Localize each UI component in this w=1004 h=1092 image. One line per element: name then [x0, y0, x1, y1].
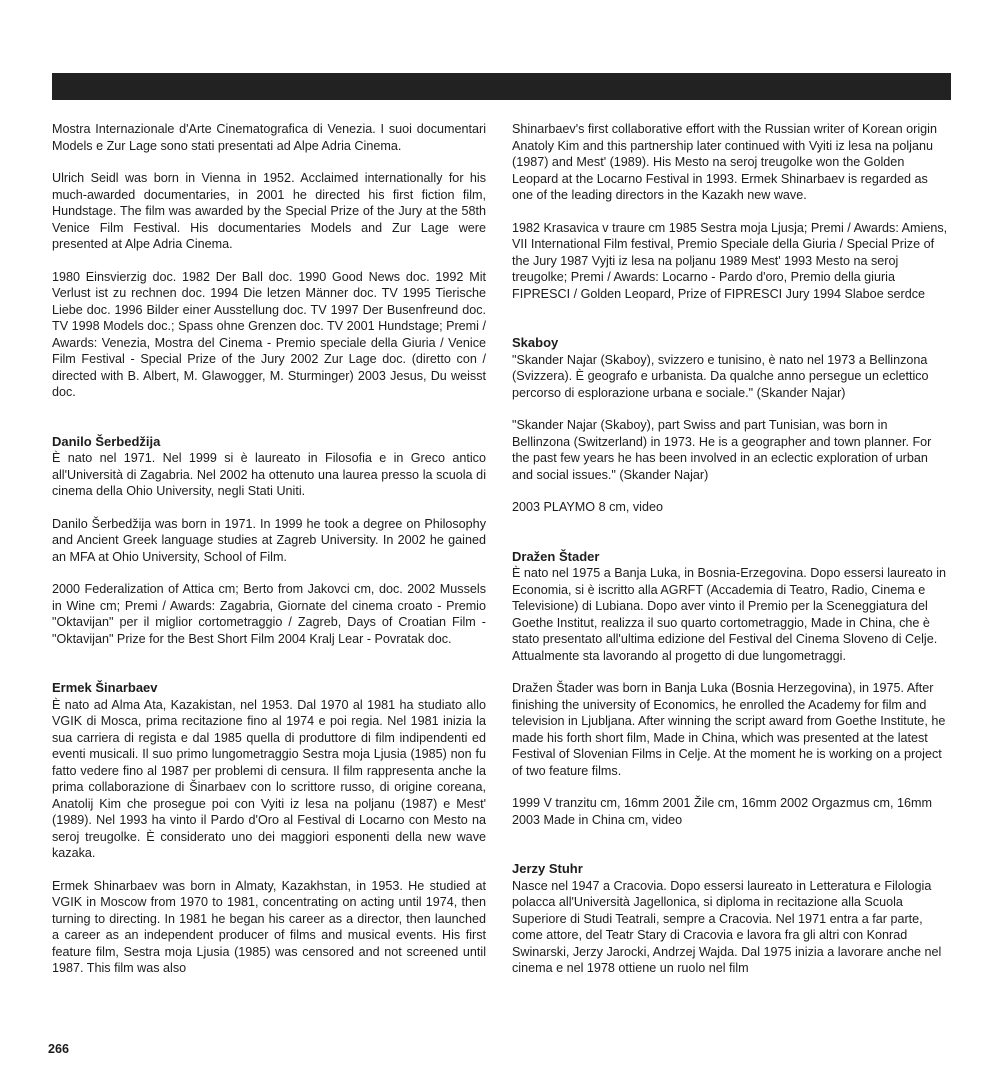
skaboy-filmography: 2003 PLAYMO 8 cm, video	[512, 500, 663, 514]
serbedzija-bio-it: È nato nel 1971. Nel 1999 si è laureato in Filosofia e in Greco antico all'Università di Zagabria. Nel 2002 ha ottenuto una laurea presso la scuola di cinema della Ohio University, negli Stati Uniti.	[52, 451, 486, 498]
serbedzija-name: Danilo Šerbedžija	[52, 433, 161, 449]
stader-bio-en: Dražen Štader was born in Banja Luka (Bosnia Herzegovina), in 1975. After finishing the university of Economics, he enrolled the Academy for film and television in Ljubljana. After winning the script award from Goethe Institute, he made his forth short film, Made in China, which was presented at the latest Festival of Slovenian Films in Celje. At the moment he is working on a project of two feature films.	[512, 681, 946, 778]
header-bar	[52, 73, 951, 100]
sinarbaev-filmography: 1982 Krasavica v traure cm 1985 Sestra moja Ljusja; Premi / Awards: Amiens, VII International Film festival, Premio Speciale della Giuria / Special Prize of the Jury 1987 Vyjti iz lesa na poljanu 1989 Mest' 1993 Mesto na seroj treugolke; Premi / Awards: Locarno - Pardo d'oro, Premio della giuria FIPRESCI / Golden Leopard, Prize of FIPRESCI Jury 1994 Slaboe serdce	[512, 220, 948, 301]
serbedzija-bio-en: Danilo Šerbedžija was born in 1971. In 1999 he took a degree on Philosophy and Ancient Greek language studies at Zagreb University. In 2002 he gained an MFA at Ohio University, School of Film.	[52, 516, 486, 564]
sinarbaev-bio-en-continued: Shinarbaev's first collaborative effort with the Russian writer of Korean origin Anatoly Kim and this partnership later continued with Vyiti iz lesa na poljanu (1987) and Mest' (1989). His Mesto na seroj treugolke won the Golden Leopard at the Locarno Festival in 1993. Ermek Shinarbaev is regarded as one of the leading directors in the Kazakh new wave.	[512, 122, 937, 202]
serbedzija-filmography: 2000 Federalization of Attica cm; Berto from Jakovci cm, doc. 2002 Mussels in Wine cm; Premi / Awards: Zagabria, Giornate del cinema croato - Premio "Oktavijan" per il miglior cortometraggio / Zagreb, Days of Croatian Film - "Oktavijan" Prize for the Best Short Film 2004 Kralj Lear - Povratak doc.	[52, 582, 486, 646]
skaboy-name: Skaboy	[512, 335, 559, 350]
sinarbaev-name: Ermek Šinarbaev	[52, 680, 158, 695]
stader-filmography: 1999 V tranzitu cm, 16mm 2001 Žile cm, 16mm 2002 Orgazmus cm, 16mm 2003 Made in China cm, video	[512, 796, 932, 827]
right-column	[512, 121, 948, 977]
stader-name: Dražen Štader	[512, 548, 600, 564]
seidl-intro-it: Mostra Internazionale d'Arte Cinematografica di Venezia. I suoi documentari Models e Zur Lage sono stati presentati ad Alpe Adria Cinema.	[52, 122, 486, 153]
sinarbaev-bio-it: È nato ad Alma Ata, Kazakistan, nel 1953. Dal 1970 al 1981 ha studiato allo VGIK di Mosca, prima recitazione fino al 1974 e poi regia. Nel 1981 inizia la sua carriera di regista e dal 1985 quella di produttore di film indipendenti ed eventi musicali. Il suo primo lungometraggio Sestra moja Ljusia (1985) non fu fatto vedere fino al 1987 per problemi di censura. Il film rappresenta anche la prima collaborazione di Šinarbaev con lo scrittore russo, di origine coreana, Anatolij Kim che prosegue poi con Vyiti iz lesa na poljanu (1987) e Mest' (1989). Nel 1993 ha vinto il Pardo d'Oro al Festival di Locarno con Mesto na seroj treugolke. È considerato uno dei maggiori esponenti della new wave kazaka.	[52, 697, 486, 860]
sinarbaev-bio-en: Ermek Shinarbaev was born in Almaty, Kazakhstan, in 1953. He studied at VGIK in Moscow from 1970 to 1981, concentrating on acting until 1974, then turning to directing. In 1981 he began his career as a director, then launched a career as an independent producer of films and musical events. His first feature film, Sestra moja Ljusia (1985) was censored and not screened until 1987. This film was also	[52, 878, 486, 975]
skaboy-bio-it: "Skander Najar (Skaboy), svizzero e tunisino, è nato nel 1973 a Bellinzona (Svizzera). È geografo e urbanista. Da qualche anno persegue un eclettico percorso di esplorazione urbana e sociale." (Skander Najar)	[512, 352, 929, 400]
seidl-filmography: 1980 Einsvierzig doc. 1982 Der Ball doc. 1990 Good News doc. 1992 Mit Verlust ist zu rechnen doc. 1994 Die letzen Männer doc. TV 1995 Tierische Liebe doc. 1996 Bilder einer Ausstellung doc. TV 1997 Der Busenfreund doc. TV 1998 Models doc.; Spass ohne Grenzen doc. TV 2001 Hundstage; Premi / Awards: Venezia, Mostra del Cinema - Premio speciale della Giuria / Venice Film Festival - Special Prize of the Jury 2002 Zur Lage doc. (diretto con / directed with B. Albert, M. Glawogger, M. Sturminger) 2003 Jesus, Du weisst doc.	[52, 269, 486, 399]
left-column	[52, 121, 486, 977]
stuhr-name: Jerzy Stuhr	[512, 861, 583, 876]
seidl-intro-en: Ulrich Seidl was born in Vienna in 1952. Acclaimed internationally for his much-awarded documentaries, in 2001 he directed his first fiction film, Hundstage. The film was awarded by the Special Prize of the Jury at the 58th Venice Film Festival. His documentaries Models and Zur Lage were presented at Alpe Adria Cinema.	[52, 171, 486, 251]
stader-bio-it: È nato nel 1975 a Banja Luka, in Bosnia-Erzegovina. Dopo essersi laureato in Economia, si è iscritto alla AGRFT (Accademia di Teatro, Radio, Cinema e Televisione) di Lubiana. Dopo aver vinto il Premio per la Sceneggiatura del Goethe Institut, realizza il suo quarto cortometraggio, Made in China, che è stato presentato all'ultima edizione del Festival del Cinema Sloveno di Celje. Attualmente sta lavorando al progetto di due lungometraggi.	[512, 566, 947, 663]
stuhr-bio-it: Nasce nel 1947 a Cracovia. Dopo essersi laureato in Letteratura e Filologia polacca all'Università Jagellonica, si diploma in recitazione alla Scuola Superiore di Studi Teatrali, sempre a Cracovia. Nel 1971 entra a far parte, come attore, del Teatr Stary di Cracovia e lavora fra gli altri con Konrad Swinarski, Jerzy Jarocki, Andrzej Wajda. Dal 1975 inizia a lavorare anche nel cinema e nel 1978 ottiene un ruolo nel film	[512, 878, 942, 975]
skaboy-bio-en: "Skander Najar (Skaboy), part Swiss and part Tunisian, was born in Bellinzona (Switzerland) in 1973. He is a geographer and town planner. For the past few years he has been involved in an eclectic exploration of urban and social issues." (Skander Najar)	[512, 418, 932, 482]
page-number: 266	[48, 1042, 70, 1056]
